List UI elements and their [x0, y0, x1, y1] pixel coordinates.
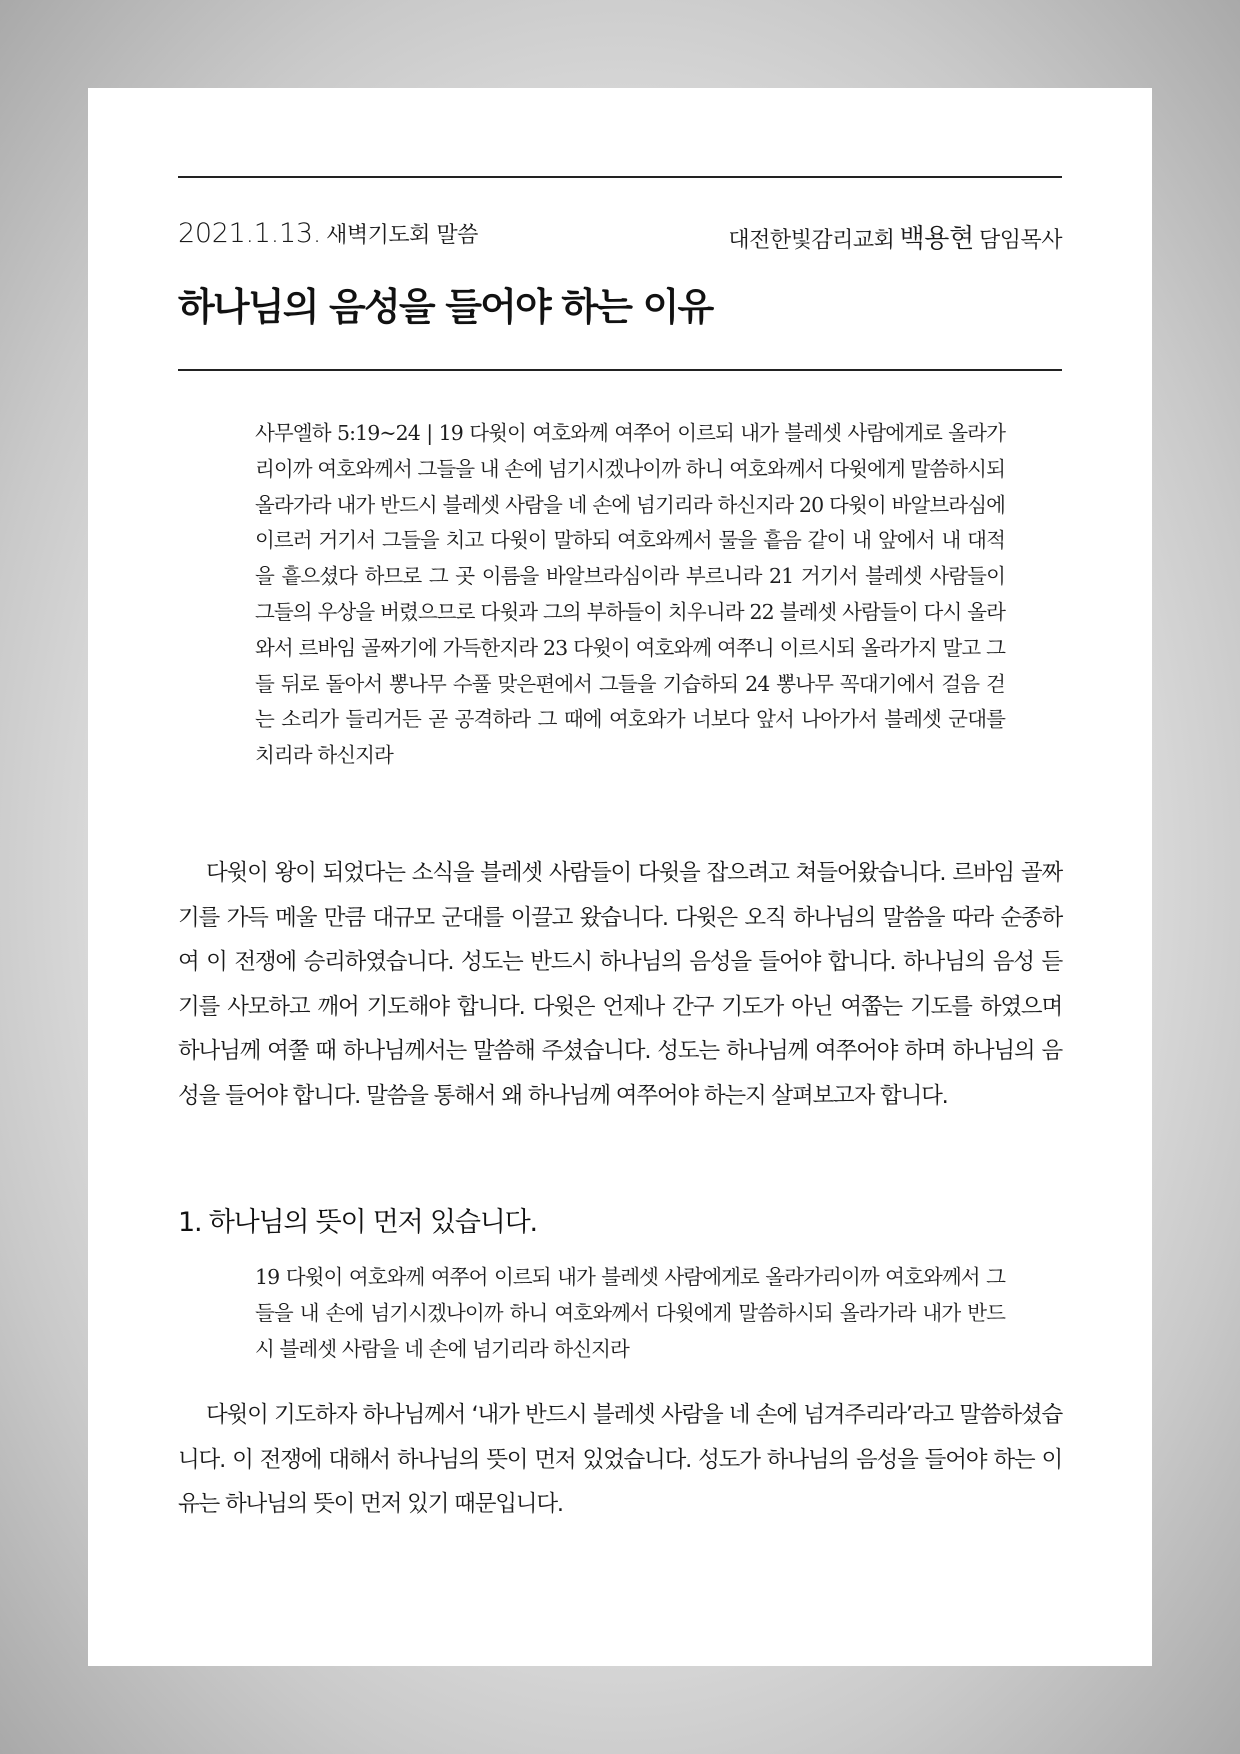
section-paragraph: 다윗이 기도하자 하나님께서 ‘내가 반드시 블레셋 사람을 네 손에 넘겨주리라’라고 말씀하셨습니다. 이 전쟁에 대해서 하나님의 뜻이 먼저 있었습니다. 성도가 하나님의 음성을 들어야 하는 이유는 하나님의 뜻이 먼저 있기 때문입니다.: [178, 1402, 1062, 1517]
document-page: [88, 88, 1152, 1666]
section-heading: 1. 하나님의 뜻이 먼저 있습니다.: [178, 1207, 537, 1238]
pastor-name: 백용현: [899, 224, 974, 254]
section-scripture-verse: 19 다윗이 여호와께 여쭈어 이르되 내가 블레셋 사람에게로 올라가리이까 여호와께서 그들을 내 손에 넘기시겠나이까 하니 여호와께서 다윗에게 말씀하시되 올라가라 내가 반드시 블레셋 사람을 네 손에 넘기리라 하신지라: [255, 1265, 1005, 1361]
sermon-date: 2021.1.13.: [178, 218, 321, 249]
sermon-date-line: [178, 218, 478, 249]
main-scripture-passage: 사무엘하 5:19~24 | 19 다윗이 여호와께 여쭈어 이르되 내가 블레셋 사람에게로 올라가리이까 여호와께서 그들을 내 손에 넘기시겠나이까 하니 여호와께서 다윗에게 말씀하시되 올라가라 내가 반드시 블레셋 사람을 네 손에 넘기리라 하신지라 20 다윗이 바알브라심에 이르러 거기서 그들을 치고 다윗이 말하되 여호와께서 물을 흩음 같이 내 앞에서 내 대적을 흩으셨다 하므로 그 곳 이름을 바알브라심이라 부르니라 21 거기서 블레셋 사람들이 그들의 우상을 버렸으므로 다윗과 그의 부하들이 치우니라 22 블레셋 사람들이 다시 올라와서 르바임 골짜기에 가득한지라 23 다윗이 여호와께 여쭈니 이르시되 올라가지 말고 그들 뒤로 돌아서 뽕나무 수풀 맞은편에서 그들을 기습하되 24 뽕나무 꼭대기에서 걸음 걷는 소리가 들리거든 곧 공격하라 그 때에 여호와가 너보다 앞서 나아가서 블레셋 군대를 치리라 하신지라: [255, 421, 1005, 768]
title-divider: [178, 369, 1062, 371]
pastor-title: 담임목사: [978, 228, 1062, 253]
top-divider: [178, 176, 1062, 178]
preacher-line: [728, 218, 1062, 255]
church-name: 대전한빛감리교회: [728, 228, 895, 253]
sermon-meta-line: [178, 218, 1062, 258]
intro-paragraph: 다윗이 왕이 되었다는 소식을 블레셋 사람들이 다윗을 잡으려고 쳐들어왔습니다. 르바임 골짜기를 가득 메울 만큼 대규모 군대를 이끌고 왔습니다. 다윗은 오직 하나님의 말씀을 따라 순종하여 이 전쟁에 승리하였습니다. 성도는 반드시 하나님의 음성을 들어야 합니다. 하나님의 음성 듣기를 사모하고 깨어 기도해야 합니다. 다윗은 언제나 간구 기도가 아닌 여쭙는 기도를 하였으며 하나님께 여쭐 때 하나님께서는 말씀해 주셨습니다. 성도는 하나님께 여쭈어야 하며 하나님의 음성을 들어야 합니다. 말씀을 통해서 왜 하나님께 여쭈어야 하는지 살펴보고자 합니다.: [178, 860, 1062, 1109]
sermon-title: 하나님의 음성을 들어야 하는 이유: [178, 285, 713, 329]
service-name: 새벽기도회 말씀: [326, 223, 478, 248]
